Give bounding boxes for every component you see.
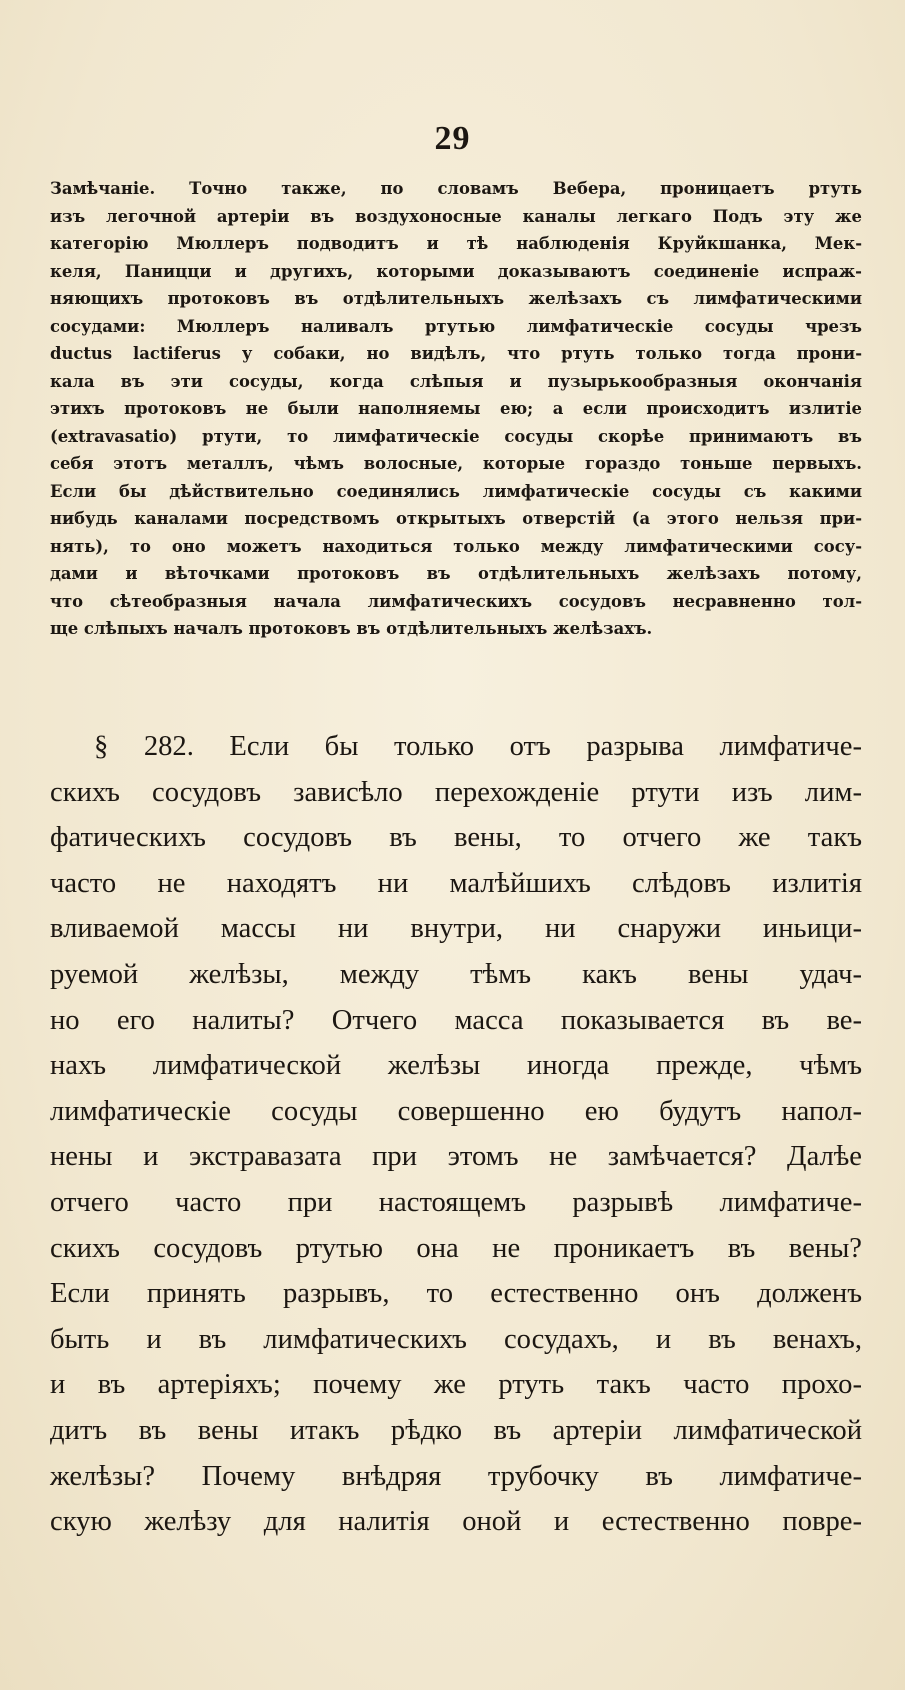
section-line: но его налиты? Отчего масса показывается въ ве- (50, 1004, 862, 1036)
section-line: руемой желѣзы, между тѣмъ какъ вены удач- (50, 958, 862, 990)
remark-line: сосудами: Мюллеръ наливалъ ртутью лимфатическіе сосуды чрезъ (50, 316, 862, 336)
section-line: фатическихъ сосудовъ въ вены, то отчего же такъ (50, 822, 862, 854)
remark-line: этихъ протоковъ не были наполняемы ею; а если происходитъ излитіе (50, 399, 862, 418)
remark-line: (extravasatio) ртути, то лимфатическіе сосуды скорѣе принимаютъ въ (50, 426, 862, 446)
section-line: скую желѣзу для налитія оной и естественно повре- (50, 1506, 862, 1538)
remark-line: Если бы дѣйствительно соединялись лимфатическіе сосуды съ какими (50, 481, 862, 501)
remark-line: нибудь каналами посредствомъ открытыхъ отверстій (а этого нельзя при- (50, 509, 862, 528)
section-line: вливаемой массы ни внутри, ни снаружи иньици- (50, 913, 862, 945)
remark-line: келя, Паницци и другихъ, которыми доказываютъ соединеніе испраж- (50, 261, 862, 281)
section-282-paragraph (50, 724, 862, 1545)
remark-paragraph (50, 175, 862, 643)
section-line: желѣзы? Почему внѣдряя трубочку въ лимфатиче- (50, 1460, 862, 1492)
remark-line: что сѣтеобразныя начала лимфатическихъ сосудовъ несравненно тол- (50, 591, 862, 611)
section-line: отчего часто при настоящемъ разрывѣ лимфатиче- (50, 1186, 862, 1218)
section-line: быть и въ лимфатическихъ сосудахъ, и въ венахъ, (50, 1323, 862, 1355)
remark-line: няющихъ протоковъ въ отдѣлительныхъ желѣзахъ съ лимфатическими (50, 289, 862, 308)
remark-line: кала въ эти сосуды, когда слѣпыя и пузырькообразныя окончанія (50, 371, 862, 391)
section-line: Если принять разрывъ, то естественно онъ долженъ (50, 1278, 862, 1310)
section-line: скихъ сосудовъ зависѣло перехожденіе ртути изъ лим- (50, 776, 862, 808)
section-line: часто не находятъ ни малѣйшихъ слѣдовъ излитія (50, 867, 862, 899)
section-line: и въ артеріяхъ; почему же ртуть такъ часто прохо- (50, 1369, 862, 1401)
section-line: § 282. Если бы только отъ разрыва лимфатиче- (94, 731, 862, 762)
section-line: дитъ въ вены итакъ рѣдко въ артеріи лимфатической (50, 1414, 862, 1446)
section-line: лимфатическіе сосуды совершенно ею будутъ напол- (50, 1095, 862, 1127)
section-line: нахъ лимфатической желѣзы иногда прежде, чѣмъ (50, 1050, 862, 1082)
section-line: скихъ сосудовъ ртутью она не проникаетъ въ вены? (50, 1232, 862, 1264)
remark-line: Замѣчаніе. Точно также, по словамъ Вебера, проницаетъ ртуть (50, 179, 862, 198)
remark-line: изъ легочной артеріи въ воздухоносные каналы легкаго Подъ эту же (50, 206, 862, 226)
section-line: нены и экстравазата при этомъ не замѣчается? Далѣе (50, 1141, 862, 1173)
remark-line: себя этотъ металлъ, чѣмъ волосные, которые гораздо тоньше первыхъ. (50, 454, 862, 473)
remark-line: дами и вѣточками протоковъ въ отдѣлительныхъ желѣзахъ потому, (50, 564, 862, 583)
remark-line: ще слѣпыхъ началъ протоковъ въ отдѣлительныхъ желѣзахъ. (50, 619, 653, 638)
page-number: 29 (434, 120, 471, 157)
remark-line: нять), то оно можетъ находиться только между лимфатическими сосу- (50, 536, 862, 556)
remark-line: категорію Мюллеръ подводитъ и тѣ наблюденія Круйкшанка, Мек- (50, 234, 862, 253)
remark-line: ductus lactiferus у собаки, но видѣлъ, что ртуть только тогда прони- (50, 344, 862, 363)
